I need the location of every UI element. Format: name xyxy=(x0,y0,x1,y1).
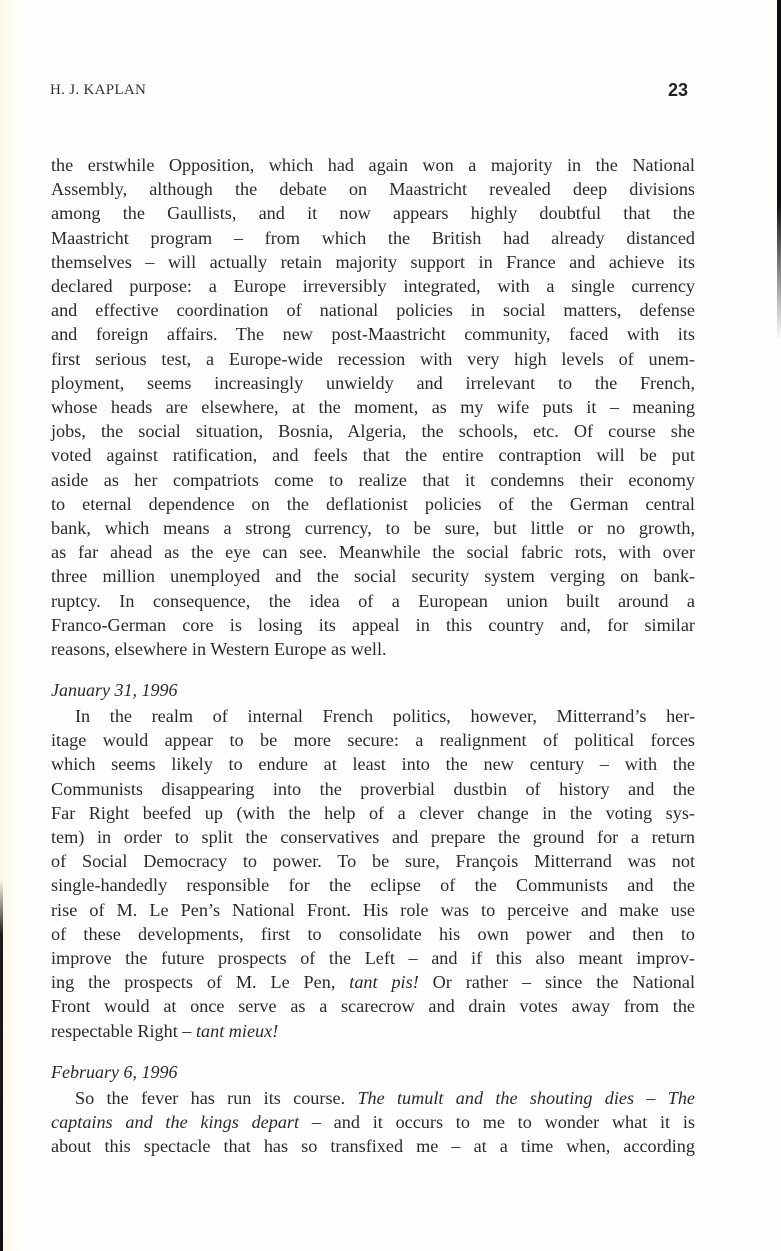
text-line: tem) in order to split the conservatives and prepare the ground for a return xyxy=(51,827,695,848)
text-line: In the realm of internal French politics, however, Mitterrand’s her- xyxy=(75,706,695,726)
text-line: first serious test, a Europe-wide recession with very high levels of unem- xyxy=(51,348,695,369)
text-line: Maastricht program – from which the British had already distanced xyxy=(51,227,695,248)
dateline-january-31: January 31, 1996 xyxy=(51,680,178,700)
text-line xyxy=(51,1086,695,1110)
text-line: Assembly, although the debate on Maastricht revealed deep divisions xyxy=(51,179,695,200)
page-binding-shadow-right xyxy=(777,0,781,340)
italic-phrase-tant-pis: tant pis! xyxy=(349,972,419,993)
text-line: aside as her compatriots come to realize that it condemns their economy xyxy=(51,469,695,490)
paragraph-january-31 xyxy=(51,704,695,1043)
text-segment: Or rather – since the National xyxy=(418,972,696,993)
page-number: 23 xyxy=(668,80,689,100)
text-line: itage would appear to be more secure: a realignment of political forces xyxy=(51,730,695,751)
text-line: and foreign affairs. The new post-Maastricht community, faced with its xyxy=(51,324,695,345)
text-line: bank, which means a strong currency, to be sure, but little or no growth, xyxy=(51,518,695,539)
page-binding-shadow-left xyxy=(0,880,3,1251)
text-line: reasons, elsewhere in Western Europe as well. xyxy=(51,639,387,660)
text-line: ployment, seems increasingly unwieldy and irrelevant to the French, xyxy=(51,372,695,393)
text-line: themselves – will actually retain majority support in France and achieve its xyxy=(51,251,695,272)
text-line: whose heads are elsewhere, at the moment, as my wife puts it – meaning xyxy=(51,397,695,418)
text-line: jobs, the social situation, Bosnia, Algeria, the schools, etc. Of course she xyxy=(51,421,695,442)
text-segment: respectable Right – xyxy=(51,1020,196,1041)
text-line: Front would at once serve as a scarecrow and drain votes away from the xyxy=(51,996,695,1017)
running-head-author: H. J. KAPLAN xyxy=(50,82,147,98)
text-line: improve the future prospects of the Left – and if this also meant improv- xyxy=(51,948,695,969)
text-segment: ing the prospects of M. Le Pen, xyxy=(51,972,350,993)
dateline-february-6: February 6, 1996 xyxy=(51,1062,178,1082)
page-edge-tint xyxy=(0,0,22,1251)
text-line: which seems likely to endure at least into the new century – with the xyxy=(51,754,695,775)
text-line: ruptcy. In consequence, the idea of a European union built around a xyxy=(51,590,695,611)
text-line xyxy=(51,1019,695,1043)
text-line: to eternal dependence on the deflationist policies of the German central xyxy=(51,493,695,514)
text-line: as far ahead as the eye can see. Meanwhile the social fabric rots, with over xyxy=(51,542,695,563)
text-line: of Social Democracy to power. To be sure, François Mitterrand was not xyxy=(51,851,695,872)
text-line: the erstwhile Opposition, which had again won a majority in the National xyxy=(51,155,695,175)
text-line: about this spectacle that has so transfixed me – at a time when, according xyxy=(51,1136,695,1157)
text-line: declared purpose: a Europe irreversibly integrated, with a single currency xyxy=(51,276,695,297)
text-line: and effective coordination of national policies in social matters, defense xyxy=(51,300,695,321)
italic-phrase-tant-mieux: tant mieux! xyxy=(195,1020,279,1041)
italic-quotation: The tumult and the shouting dies – The xyxy=(357,1088,695,1108)
paragraph-february-6 xyxy=(51,1086,695,1159)
text-line: voted against ratification, and feels that the entire contraption will be put xyxy=(51,445,695,466)
text-line: Franco-German core is losing its appeal in this country and, for similar xyxy=(51,614,695,635)
text-line: Far Right beefed up (with the help of a clever change in the voting sys- xyxy=(51,802,695,823)
text-segment: So the fever has run its course. xyxy=(75,1088,358,1108)
text-line xyxy=(51,1110,695,1134)
text-line: rise of M. Le Pen’s National Front. His role was to perceive and make use xyxy=(51,899,695,920)
text-line: of these developments, first to consolidate his own power and then to xyxy=(51,923,695,944)
text-line: single-handedly responsible for the eclipse of the Communists and the xyxy=(51,875,695,896)
text-line: three million unemployed and the social security system verging on bank- xyxy=(51,566,695,587)
text-line xyxy=(51,970,695,994)
italic-quotation: captains and the kings depart xyxy=(51,1112,300,1133)
text-line: among the Gaullists, and it now appears highly doubtful that the xyxy=(51,203,695,224)
text-line: Communists disappearing into the proverbial dustbin of history and the xyxy=(51,778,695,799)
paragraph-continued xyxy=(51,153,695,661)
text-segment: – and it occurs to me to wonder what it is xyxy=(299,1112,696,1133)
